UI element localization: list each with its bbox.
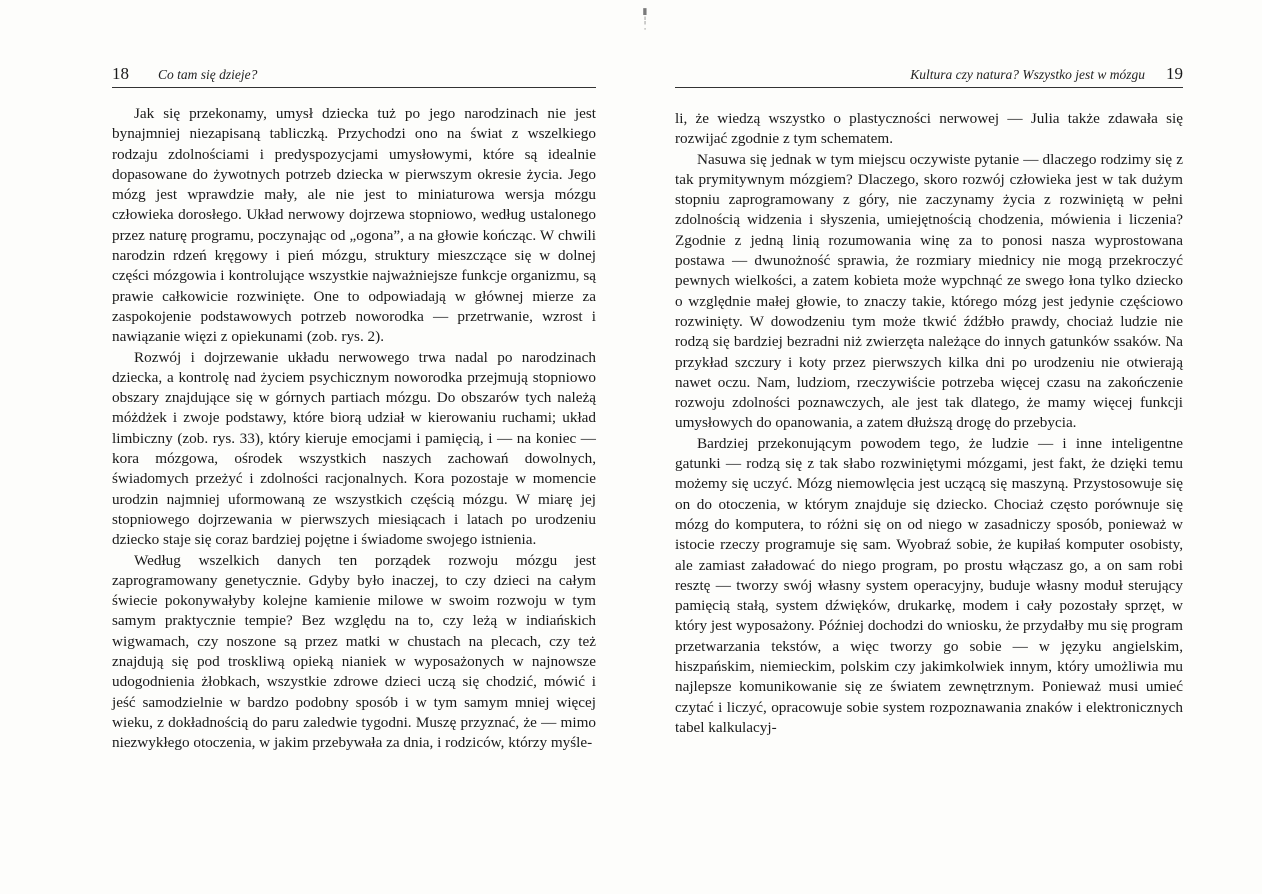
left-page-number: 18 [112,64,129,83]
right-running-head [675,63,1183,88]
left-page [112,0,596,894]
left-running-head [112,63,596,88]
left-running-head-title: Co tam się dzieje? [158,67,258,82]
paragraph: Bardziej przekonującym powodem tego, że ludzie — i inne inteligentne gatunki — rodzą się z tak słabo rozwiniętymi mózgami, jest fakt, że dzięki temu możemy się uczyć. Mózg niemowlęcia jest uczącą się maszyną. Przystosowuje się on do otoczenia, w którym znajduje się dziecko. Chociaż często porównuje się mózg do komputera, to różni się on od niego w zasadniczy sposób, ponieważ w istocie rzeczy programuje się sam. Wyobraź sobie, że kupiłaś komputer osobisty, ale zamiast załadować do niego program, po prostu włączasz go, a on sam robi resztę — tworzy swój własny system operacyjny, buduje własny moduł sterujący pamięcią stałą, system dźwięków, drukarkę, modem i cały pozostały sprzęt, w który jest wyposażony. Później dochodzi do wniosku, że przydałby mu się program przetwarzania tekstów, a więc tworzy go sobie — w języku angielskim, hiszpańskim, niemieckim, polskim czy jakimkolwiek innym, który umożliwia mu najlepsze komunikowanie się ze światem zewnętrznym. Ponieważ musi umieć czytać i liczyć, opracowuje sobie system rozpoznawania znaków i elektronicznych tabel kalkulacyj- [675,434,1183,736]
right-page [675,0,1183,894]
right-page-number: 19 [1166,64,1183,83]
left-page-body [112,104,596,754]
paragraph-continued: li, że wiedzą wszystko o plastyczności nerwowej — Julia także zdawała się rozwijać zgodnie z tym schematem. [675,110,1183,148]
paragraph: Rozwój i dojrzewanie układu nerwowego trwa nadal po narodzinach dziecka, a kontrolę nad życiem psychicznym noworodka przejmują stopniowo obszary znajdujące się w górnych partiach mózgu. Do obszarów tych należą móżdżek i zwoje podstawy, które biorą udział w kierowaniu ruchami; układ limbiczny (zob. rys. 33), który kieruje emocjami i pamięcią, i — na koniec — kora mózgowa, ośrodek wszystkich naszych zachowań dowolnych, świadomych przeżyć i zdolności racjonalnych. Kora pozostaje w momencie urodzin najmniej uformowaną ze wszystkich częścią mózgu. W miarę jej stopniowego dojrzewania w pierwszych miesiącach i latach po urodzeniu dziecko staje się coraz bardziej pojętne i świadome swojego istnienia. [112,348,596,549]
gutter-mark: ▮ ¦ · [642,7,648,35]
paragraph: Nasuwa się jednak w tym miejscu oczywiste pytanie — dlaczego rodzimy się z tak prymitywnym mózgiem? Dlaczego, skoro rozwój człowieka jest w tak dużym stopniu zaprogramowany z góry, nie zaczynamy życia z rozwiniętą w pełni zdolnością widzenia i słyszenia, umiejętnością chodzenia, mówienia i liczenia? Zgodnie z jedną linią rozumowania winę za to ponosi nasza wyprostowana postawa — dwunożność sprawia, że rozmiary miednicy nie mogą przekroczyć pewnych wielkości, a zatem kobieta może wypchnąć ze swego łona tylko dziecko o względnie małej głowie, to znaczy takie, którego mózg jest jedynie częściowo rozwinięty. W dowodzeniu tym może tkwić źdźbło prawdy, chociaż ludzie nie rodzą się bardziej bezradni niż zwierzęta należące do innych gatunków ssaków. Na przykład szczury i koty przez pierwszych kilka dni po urodzeniu nie otwierają nawet oczu. Nam, ludziom, rzeczywiście potrzeba więcej czasu na zakończenie rozwoju zdolności poznawczych, ale jest tak dlatego, że mamy więcej funkcji umysłowych do opanowania, a zatem dłuższą drogę do przebycia. [675,150,1183,432]
paragraph: Jak się przekonamy, umysł dziecka tuż po jego narodzinach nie jest bynajmniej niezapisaną tabliczką. Przychodzi ono na świat z wszelkiego rodzaju zdolnościami i predyspozycjami umysłowymi, które są idealnie dopasowane do żywotnych potrzeb dziecka w pierwszym okresie życia. Jego mózg jest wprawdzie mały, ale nie jest to miniaturowa wersja mózgu człowieka dorosłego. Układ nerwowy dojrzewa stopniowo, według ustalonego przez naturę programu, poczynając od „ogona”, a na głowie kończąc. W chwili narodzin rdzeń kręgowy i pień mózgu, struktury mieszczące się w dolnej części mózgowia i kontrolujące wszystkie najważniejsze funkcje organizmu, są prawie całkowicie rozwinięte. One to odpowiadają w głównej mierze za zaspokojenie podstawowych potrzeb noworodka — przetrwanie, wzrost i nawiązanie więzi z opiekunami (zob. rys. 2). [112,105,596,346]
right-running-head-title: Kultura czy natura? Wszystko jest w mózgu [910,67,1145,82]
right-page-body [675,109,1183,738]
paragraph: Według wszelkich danych ten porządek rozwoju mózgu jest zaprogramowany genetycznie. Gdyby było inaczej, to czy dzieci na całym świecie pokonywałyby kolejne kamienie milowe w swoim rozwoju w tym samym praktycznie tempie? Bez względu na to, czy leżą w indiańskich wigwamach, czy noszone są przez matki w chustach na plecach, czy też znajdują się pod troskliwą opieką nianiek w wyposażonych w najnowsze udogodnienia żłobkach, wszystkie zdrowe dzieci uczą się chodzić, mówić i jeść samodzielnie w bardzo podobny sposób i w tym samym mniej więcej wieku, z dokładnością do paru zaledwie tygodni. Muszę przyznać, że — mimo niezwykłego otoczenia, w jakim przebywała za dnia, i rodziców, którzy myśle- [112,551,596,752]
